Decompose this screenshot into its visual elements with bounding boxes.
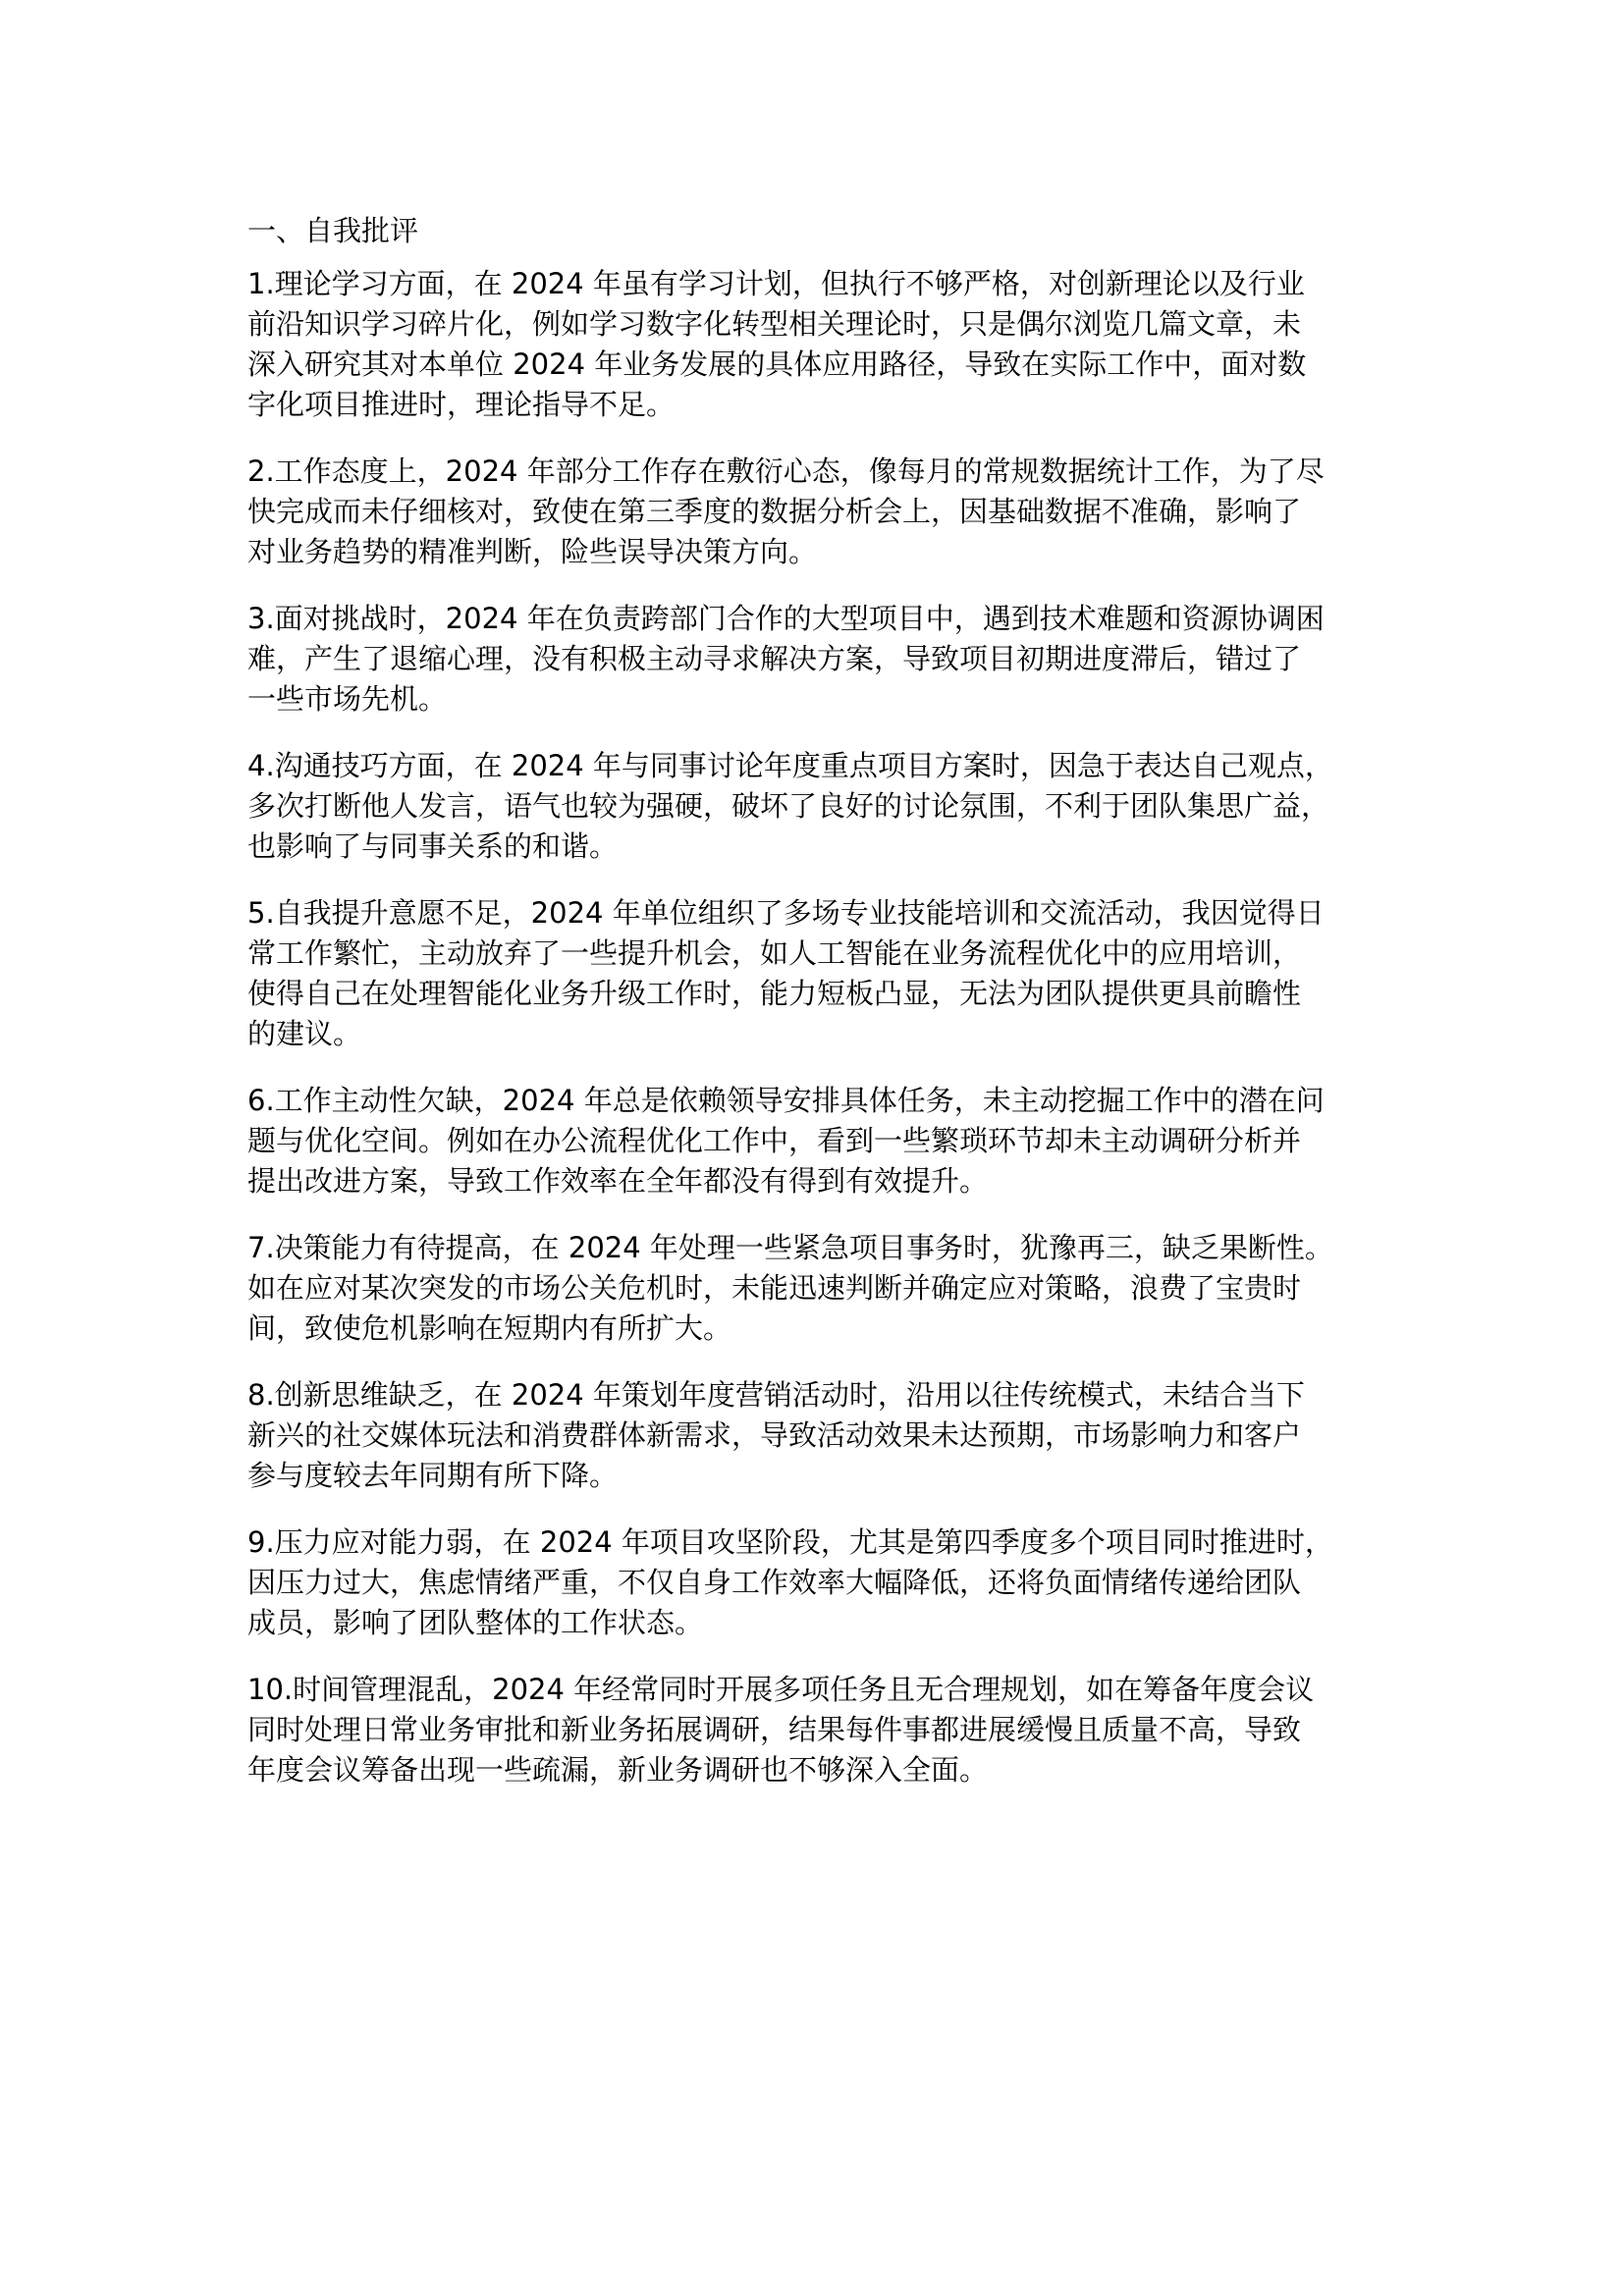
paragraph-line: 新兴的社交媒体玩法和消费群体新需求，导致活动效果未达预期，市场影响力和客户 <box>247 1418 1302 1452</box>
section-heading: 一、自我批评 <box>247 214 419 247</box>
paragraph-line: 同时处理日常业务审批和新业务拓展调研，结果每件事都进展缓慢且质量不高，导致 <box>247 1713 1302 1746</box>
paragraph-line: 3.面对挑战时，2024 年在负责跨部门合作的大型项目中，遇到技术难题和资源协调困 <box>247 602 1325 635</box>
paragraph-line: 成员，影响了团队整体的工作状态。 <box>247 1606 704 1639</box>
paragraph-8 <box>247 1375 1386 1496</box>
paragraph-line: 前沿知识学习碎片化，例如学习数字化转型相关理论时，只是偶尔浏览几篇文章，未 <box>247 307 1302 341</box>
paragraph-10 <box>247 1670 1386 1790</box>
paragraph-line: 难，产生了退缩心理，没有积极主动寻求解决方案，导致项目初期进度滞后，错过了 <box>247 642 1302 675</box>
paragraph-7 <box>247 1228 1386 1349</box>
paragraph-line: 4.沟通技巧方面，在 2024 年与同事讨论年度重点项目方案时，因急于表达自己观点， <box>247 749 1333 782</box>
paragraph-line: 间，致使危机影响在短期内有所扩大。 <box>247 1311 732 1345</box>
paragraph-line: 字化项目推进时，理论指导不足。 <box>247 388 676 421</box>
paragraph-5 <box>247 893 1386 1054</box>
paragraph-line: 对业务趋势的精准判断，险些误导决策方向。 <box>247 535 818 568</box>
paragraph-line: 使得自己在处理智能化业务升级工作时，能力短板凸显，无法为团队提供更具前瞻性 <box>247 977 1302 1010</box>
paragraph-line: 参与度较去年同期有所下降。 <box>247 1459 619 1492</box>
paragraph-1 <box>247 264 1386 425</box>
paragraph-line: 深入研究其对本单位 2024 年业务发展的具体应用路径，导致在实际工作中，面对数 <box>247 347 1307 381</box>
paragraph-4 <box>247 746 1386 867</box>
paragraph-3 <box>247 599 1386 720</box>
paragraph-line: 常工作繁忙，主动放弃了一些提升机会，如人工智能在业务流程优化中的应用培训， <box>247 936 1302 970</box>
paragraph-line: 也影响了与同事关系的和谐。 <box>247 829 619 863</box>
paragraph-line: 的建议。 <box>247 1017 362 1050</box>
paragraph-line: 8.创新思维缺乏，在 2024 年策划年度营销活动时，沿用以往传统模式，未结合当下 <box>247 1378 1305 1412</box>
paragraph-line: 题与优化空间。例如在办公流程优化工作中，看到一些繁琐环节却未主动调研分析并 <box>247 1124 1302 1157</box>
document-page <box>247 211 1386 1817</box>
paragraph-line: 2.工作态度上，2024 年部分工作存在敷衍心态，像每月的常规数据统计工作，为了尽 <box>247 454 1325 488</box>
paragraph-line: 7.决策能力有待提高，在 2024 年处理一些紧急项目事务时，犹豫再三，缺乏果断性。 <box>247 1231 1333 1264</box>
paragraph-line: 多次打断他人发言，语气也较为强硬，破坏了良好的讨论氛围，不利于团队集思广益， <box>247 789 1330 823</box>
paragraph-line: 因压力过大，焦虑情绪严重，不仅自身工作效率大幅降低，还将负面情绪传递给团队 <box>247 1566 1302 1599</box>
paragraph-line: 6.工作主动性欠缺，2024 年总是依赖领导安排具体任务，未主动挖掘工作中的潜在问 <box>247 1084 1325 1117</box>
paragraph-line: 快完成而未仔细核对，致使在第三季度的数据分析会上，因基础数据不准确，影响了 <box>247 495 1302 528</box>
paragraph-list <box>247 264 1386 1790</box>
paragraph-line: 10.时间管理混乱，2024 年经常同时开展多项任务且无合理规划，如在筹备年度会议 <box>247 1673 1315 1706</box>
paragraph-line: 提出改进方案，导致工作效率在全年都没有得到有效提升。 <box>247 1164 989 1198</box>
paragraph-line: 年度会议筹备出现一些疏漏，新业务调研也不够深入全面。 <box>247 1753 989 1787</box>
paragraph-line: 一些市场先机。 <box>247 682 448 716</box>
paragraph-line: 如在应对某次突发的市场公关危机时，未能迅速判断并确定应对策略，浪费了宝贵时 <box>247 1271 1302 1305</box>
paragraph-9 <box>247 1522 1386 1643</box>
paragraph-line: 9.压力应对能力弱，在 2024 年项目攻坚阶段，尤其是第四季度多个项目同时推进时， <box>247 1525 1333 1559</box>
paragraph-6 <box>247 1081 1386 1201</box>
paragraph-line: 1.理论学习方面，在 2024 年虽有学习计划，但执行不够严格，对创新理论以及行业 <box>247 267 1305 300</box>
paragraph-2 <box>247 452 1386 572</box>
paragraph-line: 5.自我提升意愿不足，2024 年单位组织了多场专业技能培训和交流活动，我因觉得日 <box>247 896 1325 930</box>
